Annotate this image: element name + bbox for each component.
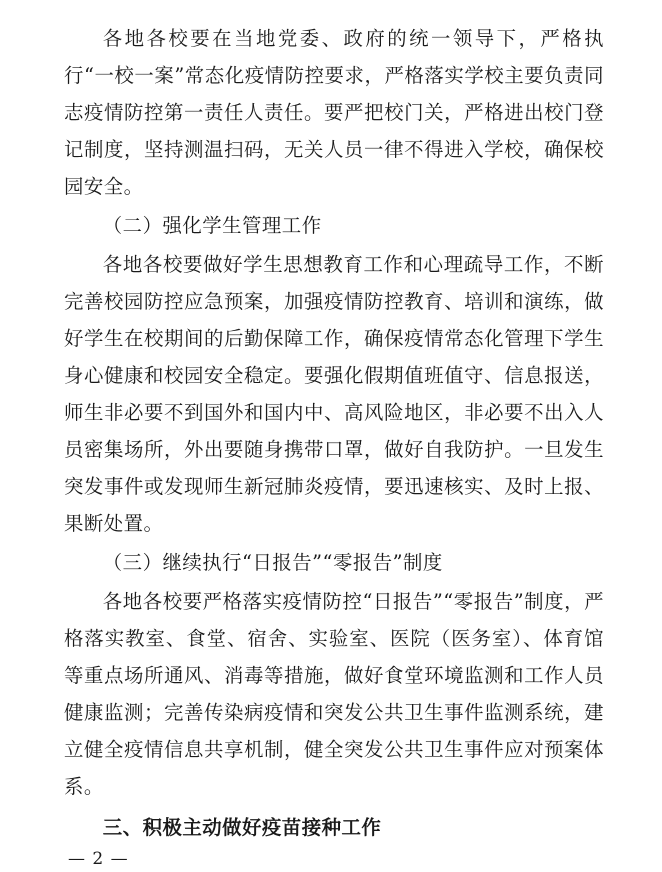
section-heading-vaccination: 三、积极主动做好疫苗接种工作 bbox=[102, 816, 382, 839]
subheading-daily-report: （三）继续执行“日报告”“零报告”制度 bbox=[102, 551, 443, 574]
paragraph-campus-access: 各地各校要在当地党委、政府的统一领导下，严格执行“一校一案”常态化疫情防控要求，严格落实学校主要负责同志疫情防控第一责任人责任。要严把校门关，严格进出校门登记制度，坚持测温扫码，无关人员一律不得进入学校，确保校园安全。 bbox=[64, 27, 604, 198]
document-page bbox=[64, 20, 604, 846]
subheading-student-management: （二）强化学生管理工作 bbox=[102, 214, 322, 237]
page-number: — 2 — bbox=[68, 849, 129, 869]
paragraph-daily-report: 各地各校要严格落实疫情防控“日报告”“零报告”制度，严格落实教室、食堂、宿舍、实验室、医院（医务室）、体育馆等重点场所通风、消毒等措施，做好食堂环境监测和工作人员健康监测；完善传染病疫情和突发公共卫生事件监测系统，建立健全疫情信息共享机制，健全突发公共卫生事件应对预案体系。 bbox=[64, 590, 604, 798]
paragraph-student-management: 各地各校要做好学生思想教育工作和心理疏导工作，不断完善校园防控应急预案，加强疫情防控教育、培训和演练，做好学生在校期间的后勤保障工作，确保疫情常态化管理下学生身心健康和校园安全稳定。要强化假期值班值守、信息报送，师生非必要不到国外和国内中、高风险地区，非必要不出入人员密集场所，外出要随身携带口罩，做好自我防护。一旦发生突发事件或发现师生新冠肺炎疫情，要迅速核实、及时上报、果断处置。 bbox=[64, 253, 604, 535]
